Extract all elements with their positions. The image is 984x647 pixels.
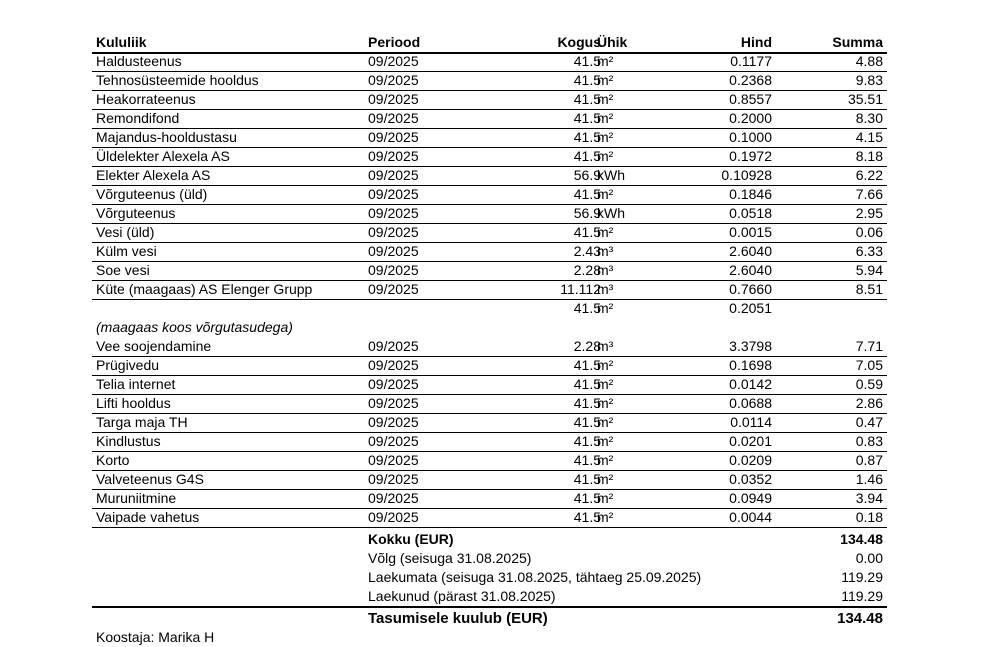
cost-type-cell: Küte (maagaas) AS Elenger Grupp [96, 281, 313, 297]
sum-cell: 7.05 [855, 357, 883, 373]
sum-cell: 8.30 [855, 110, 883, 126]
sum-cell: 7.66 [855, 186, 883, 202]
table-row [92, 375, 887, 395]
quantity-cell: 56.9 [573, 167, 601, 183]
period-cell: 09/2025 [368, 357, 419, 373]
quantity-cell: 56.9 [573, 205, 601, 221]
sum-cell: 6.33 [855, 243, 883, 259]
unit-cell: kWh [597, 167, 625, 183]
price-cell: 0.0352 [729, 471, 772, 487]
header-period: Periood [368, 34, 421, 50]
cost-type-cell: Vee soojendamine [96, 338, 212, 354]
period-cell: 09/2025 [368, 490, 419, 506]
table-row [92, 166, 887, 186]
price-cell: 0.0949 [729, 490, 772, 506]
cost-type-cell: Lifti hooldus [96, 395, 171, 411]
cost-type-cell: Prügivedu [96, 357, 160, 373]
sum-cell: 4.88 [855, 53, 883, 69]
table-row [92, 261, 887, 281]
period-cell: 09/2025 [368, 186, 419, 202]
unit-cell: m² [597, 376, 614, 392]
received-row [92, 587, 887, 606]
price-cell: 0.0201 [729, 433, 772, 449]
cost-type-cell: Võrguteenus [96, 205, 176, 221]
price-cell: 0.8557 [729, 91, 772, 107]
unit-cell: m² [597, 110, 614, 126]
total-row [92, 530, 887, 549]
table-row [92, 413, 887, 433]
heating-extra-unit: m² [597, 300, 614, 316]
price-cell: 0.0015 [729, 224, 772, 240]
table-row [92, 128, 887, 148]
sum-cell: 8.18 [855, 148, 883, 164]
price-cell: 2.6040 [729, 243, 772, 259]
cost-type-cell: Remondifond [96, 110, 180, 126]
cost-type-cell: Elekter Alexela AS [96, 167, 211, 183]
quantity-cell: 41.5 [573, 72, 601, 88]
period-cell: 09/2025 [368, 110, 419, 126]
price-cell: 0.1972 [729, 148, 772, 164]
table-row [92, 356, 887, 376]
price-cell: 0.1177 [730, 53, 772, 69]
table-row [92, 71, 887, 91]
unit-cell: m² [597, 224, 614, 240]
cost-type-cell: Vaipade vahetus [96, 509, 200, 525]
period-cell: 09/2025 [368, 509, 419, 525]
table-row [92, 147, 887, 167]
price-cell: 0.0142 [729, 376, 772, 392]
unpaid-value: 119.29 [841, 569, 883, 585]
sum-cell: 0.06 [855, 224, 883, 240]
unit-cell: m² [597, 414, 614, 430]
sum-cell: 9.83 [855, 72, 883, 88]
unit-cell: m³ [597, 281, 614, 297]
price-cell: 0.0209 [729, 452, 772, 468]
period-cell: 09/2025 [368, 262, 419, 278]
period-cell: 09/2025 [368, 148, 419, 164]
sum-cell: 0.83 [855, 433, 883, 449]
table-row [92, 242, 887, 262]
unit-cell: m² [597, 490, 614, 506]
unit-cell: m² [597, 148, 614, 164]
sum-cell: 4.15 [855, 129, 883, 145]
unit-cell: m² [597, 357, 614, 373]
sum-cell: 6.22 [855, 167, 883, 183]
header-sum: Summa [832, 34, 883, 50]
sum-cell: 0.59 [855, 376, 883, 392]
price-cell: 0.0044 [729, 509, 772, 525]
price-cell: 0.1698 [729, 357, 772, 373]
table-row [92, 204, 887, 224]
received-value: 119.29 [841, 588, 883, 604]
table-row [92, 185, 887, 205]
quantity-cell: 41.5 [573, 433, 601, 449]
quantity-cell: 41.5 [573, 490, 601, 506]
period-cell: 09/2025 [368, 395, 419, 411]
cost-type-cell: Külm vesi [96, 243, 157, 259]
sum-cell: 8.51 [855, 281, 883, 297]
cost-type-cell: Haldusteenus [96, 53, 182, 69]
header-price: Hind [740, 34, 772, 50]
quantity-cell: 41.5 [573, 129, 601, 145]
heating-extra-row [92, 299, 887, 318]
total-value: 134.48 [840, 531, 883, 547]
cost-type-cell: Vesi (üld) [96, 224, 155, 240]
price-cell: 0.2368 [729, 72, 772, 88]
due-label: Tasumisele kuulub (EUR) [368, 610, 548, 627]
quantity-cell: 41.5 [573, 471, 601, 487]
heating-extra-price: 0.2051 [729, 300, 772, 316]
sum-cell: 1.46 [855, 471, 883, 487]
price-cell: 0.1000 [729, 129, 772, 145]
period-cell: 09/2025 [368, 72, 419, 88]
quantity-cell: 41.5 [573, 509, 601, 525]
unpaid-row [92, 568, 887, 587]
debt-label: Võlg (seisuga 31.08.2025) [368, 550, 532, 566]
sum-cell: 0.18 [855, 509, 883, 525]
sum-cell: 0.87 [855, 452, 883, 468]
period-cell: 09/2025 [368, 243, 419, 259]
quantity-cell: 41.5 [573, 91, 601, 107]
period-cell: 09/2025 [368, 452, 419, 468]
period-cell: 09/2025 [368, 414, 419, 430]
unit-cell: m² [597, 186, 614, 202]
quantity-cell: 41.5 [573, 186, 601, 202]
cost-type-cell: Võrguteenus (üld) [96, 186, 208, 202]
header-name: Kululiik [96, 34, 147, 50]
quantity-cell: 2.28 [573, 262, 601, 278]
quantity-cell: 41.5 [573, 452, 601, 468]
cost-type-cell: Valveteenus G4S [96, 471, 204, 487]
table-row [92, 394, 887, 414]
unit-cell: m³ [597, 243, 614, 259]
quantity-cell: 41.5 [573, 395, 601, 411]
table-row [92, 489, 887, 509]
price-cell: 0.10928 [721, 167, 772, 183]
sum-cell: 2.95 [855, 205, 883, 221]
quantity-cell: 41.5 [573, 53, 601, 69]
period-cell: 09/2025 [368, 53, 419, 69]
cost-type-cell: Üldelekter Alexela AS [96, 148, 230, 164]
cost-type-cell: Muruniitmine [96, 490, 177, 506]
unit-cell: m² [597, 395, 614, 411]
debt-value: 0.00 [855, 550, 883, 566]
period-cell: 09/2025 [368, 376, 419, 392]
unit-cell: m² [597, 53, 614, 69]
received-label: Laekunud (pärast 31.08.2025) [368, 588, 556, 604]
quantity-cell: 41.5 [573, 357, 601, 373]
table-row [92, 337, 887, 357]
footer-compiler: Koostaja: Marika H [96, 629, 215, 645]
due-value: 134.48 [837, 610, 883, 627]
period-cell: 09/2025 [368, 129, 419, 145]
quantity-cell: 41.5 [573, 376, 601, 392]
sum-cell: 3.94 [855, 490, 883, 506]
table-row [92, 508, 887, 528]
period-cell: 09/2025 [368, 224, 419, 240]
price-cell: 0.0688 [729, 395, 772, 411]
period-cell: 09/2025 [368, 205, 419, 221]
total-label: Kokku (EUR) [368, 531, 454, 547]
table-row [92, 451, 887, 471]
cost-type-cell: Korto [96, 452, 130, 468]
due-divider [92, 606, 887, 608]
cost-type-cell: Kindlustus [96, 433, 161, 449]
header-quantity: Kogus [557, 34, 601, 50]
period-cell: 09/2025 [368, 338, 419, 354]
unit-cell: m² [597, 72, 614, 88]
sum-cell: 2.86 [855, 395, 883, 411]
unit-cell: m² [597, 129, 614, 145]
price-cell: 0.0518 [729, 205, 772, 221]
sum-cell: 7.71 [855, 338, 883, 354]
totals-divider [92, 527, 887, 528]
unit-cell: m³ [597, 262, 614, 278]
unpaid-label: Laekumata (seisuga 31.08.2025, tähtaeg 25.09.2025) [368, 569, 702, 585]
period-cell: 09/2025 [368, 471, 419, 487]
unit-cell: kWh [597, 205, 625, 221]
quantity-cell: 41.5 [573, 148, 601, 164]
cost-type-cell: Targa maja TH [96, 414, 188, 430]
quantity-cell: 11.112 [560, 281, 601, 297]
table-row [92, 432, 887, 452]
header-unit: Ühik [597, 34, 628, 50]
table-row [92, 90, 887, 110]
quantity-cell: 41.5 [573, 414, 601, 430]
price-cell: 0.1846 [729, 186, 772, 202]
quantity-cell: 41.5 [573, 224, 601, 240]
price-cell: 2.6040 [729, 262, 772, 278]
period-cell: 09/2025 [368, 91, 419, 107]
debt-row [92, 549, 887, 568]
sum-cell: 0.47 [855, 414, 883, 430]
cost-type-cell: Majandus-hooldustasu [96, 129, 237, 145]
unit-cell: m³ [597, 338, 614, 354]
unit-cell: m² [597, 509, 614, 525]
price-cell: 0.0114 [730, 414, 772, 430]
cost-type-cell: Soe vesi [96, 262, 150, 278]
unit-cell: m² [597, 91, 614, 107]
table-row [92, 109, 887, 129]
table-row [92, 470, 887, 490]
sum-cell: 35.51 [847, 91, 883, 107]
price-cell: 0.2000 [729, 110, 772, 126]
cost-type-cell: Tehnosüsteemide hooldus [96, 72, 259, 88]
unit-cell: m² [597, 471, 614, 487]
heating-note: (maagaas koos võrgutasudega) [96, 319, 293, 335]
quantity-cell: 41.5 [573, 110, 601, 126]
due-row [92, 609, 887, 628]
unit-cell: m² [597, 452, 614, 468]
price-cell: 3.3798 [729, 338, 772, 354]
period-cell: 09/2025 [368, 281, 419, 297]
sum-cell: 5.94 [855, 262, 883, 278]
quantity-cell: 2.43 [573, 243, 601, 259]
table-row [92, 223, 887, 243]
price-cell: 0.7660 [729, 281, 772, 297]
period-cell: 09/2025 [368, 167, 419, 183]
unit-cell: m² [597, 433, 614, 449]
cost-type-cell: Telia internet [96, 376, 176, 392]
period-cell: 09/2025 [368, 433, 419, 449]
heating-extra-quantity: 41.5 [573, 300, 601, 316]
table-row [92, 52, 887, 72]
table-header [92, 33, 887, 54]
table-row [92, 280, 887, 300]
quantity-cell: 2.28 [573, 338, 601, 354]
cost-type-cell: Heakorrateenus [96, 91, 196, 107]
